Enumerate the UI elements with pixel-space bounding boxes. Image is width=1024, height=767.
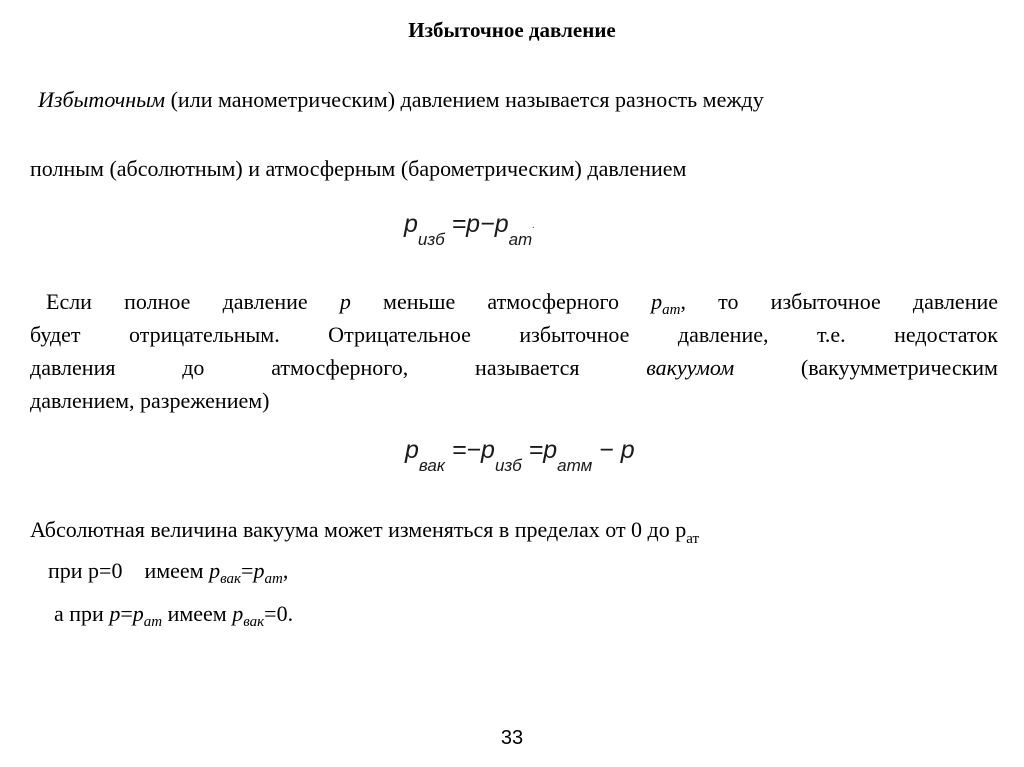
- subscript: вак: [243, 614, 265, 630]
- subscript: ат: [264, 571, 283, 587]
- definition-line-2: полным (абсолютным) и атмосферным (барометрическим) давлением: [30, 156, 687, 181]
- paragraph-line: будет отрицательным. Отрицательное избыточное давление, т.е. недостаток: [30, 322, 998, 347]
- formula-subscript: ат: [508, 230, 533, 249]
- formula-subscript: изб: [417, 230, 445, 249]
- formula-symbol: =p−p: [444, 210, 509, 238]
- subscript: ат: [686, 531, 700, 547]
- symbol-p: p: [132, 601, 144, 626]
- symbol-p: p: [339, 289, 351, 314]
- subscript: ат: [662, 302, 681, 318]
- definition-text: (или манометрическим) давлением называется разность между: [165, 87, 764, 112]
- formula-symbol: p: [404, 210, 418, 238]
- formula-subscript: изб: [494, 456, 522, 475]
- formula-symbol: p: [405, 436, 419, 464]
- definition-line-1: [38, 86, 764, 114]
- formula-symbol: .: [532, 220, 535, 231]
- symbol-p: p: [651, 289, 663, 314]
- subscript: ат: [143, 614, 163, 630]
- paragraph-line: давлением, разрежением): [30, 388, 270, 413]
- formula-symbol: =−p: [444, 436, 495, 464]
- paragraph-line: давления до атмосферного, называется вакуумом (вакуумметрическим: [30, 355, 998, 380]
- symbol-p: p: [209, 558, 221, 583]
- formula-excess-pressure: [404, 210, 535, 249]
- formula-symbol: − p: [592, 436, 635, 464]
- formula-symbol: =p: [521, 436, 558, 464]
- case-line-2: а при $p=p_{ат}$ имеем $p_{вак}=0$.: [54, 601, 294, 630]
- symbol-p: p: [253, 558, 265, 583]
- subscript: вак: [220, 571, 242, 587]
- vacuum-term: вакуумом: [646, 355, 735, 380]
- absolute-vacuum-line: Абсолютная величина вакуума может изменяться в пределах от 0 до $p_{ат}$: [30, 517, 700, 547]
- page-number: 33: [500, 727, 524, 749]
- symbol-p: p: [232, 601, 244, 626]
- paragraph-line: Если полное давление p меньше атмосферного $p_{ат}$, то избыточное давление: [46, 289, 999, 318]
- formula-vacuum-pressure: [405, 436, 635, 475]
- symbol-p: p: [109, 601, 121, 626]
- formula-subscript: вак: [418, 456, 445, 475]
- slide-title: Избыточное давление: [408, 18, 616, 42]
- definition-term: Избыточным: [38, 87, 166, 112]
- case-line-1: при p=0 имеем $p_{вак}=p_{ат}$,: [48, 558, 289, 587]
- vacuum-paragraph: [30, 285, 998, 417]
- formula-subscript: атм: [557, 456, 593, 475]
